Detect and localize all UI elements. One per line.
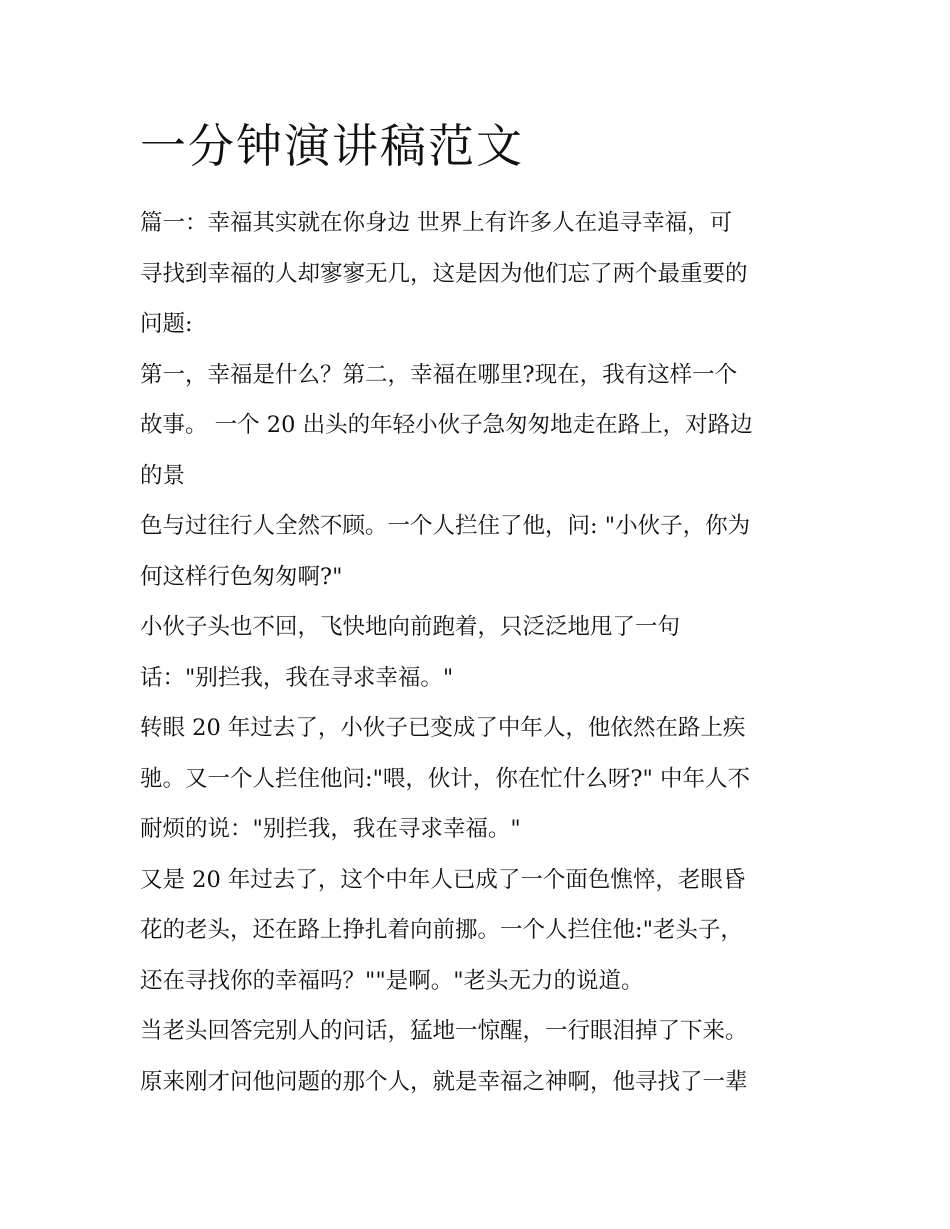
- text-line: 花的老头，还在路上挣扎着向前挪。一个人拦住他:"老头子，: [140, 917, 743, 943]
- text-line: 第一，幸福是什么？第二，幸福在哪里?现在，我有这样一个: [140, 361, 738, 388]
- text-line: 何这样行色匆匆啊?": [140, 563, 343, 590]
- text-line: 耐烦的说："别拦我，我在寻求幸福。": [140, 816, 521, 842]
- text-line: 转眼 20 年过去了，小伙子已变成了中年人，他依然在路上疾: [140, 715, 746, 741]
- text-line: 篇一：幸福其实就在你身边 世界上有许多人在追寻幸福，可: [140, 210, 733, 236]
- text-line: 驰。又一个人拦住他问:"喂，伙计，你在忙什么呀?" 中年人不: [140, 765, 750, 792]
- text-line: 色与过往行人全然不顾。一个人拦住了他，问: "小伙子，你为: [140, 513, 751, 539]
- text-line: 小伙子头也不回，飞快地向前跑着，只泛泛地甩了一句: [140, 614, 681, 640]
- document-body: [140, 205, 830, 1114]
- text-line: 原来刚才问他问题的那个人，就是幸福之神啊，他寻找了一辈: [140, 1068, 748, 1095]
- text-line: 寻找到幸福的人却寥寥无几，这是因为他们忘了两个最重要的: [140, 260, 748, 287]
- text-line: 问题:: [140, 311, 193, 337]
- text-line: 故事。 一个 20 出头的年轻小伙子急匆匆地走在路上，对路边: [140, 412, 753, 438]
- text-line: 又是 20 年过去了，这个中年人已成了一个面色憔悴，老眼昏: [140, 866, 746, 893]
- text-line: 话："别拦我，我在寻求幸福。": [140, 664, 454, 691]
- document-title: 一分钟演讲稿范文: [140, 119, 524, 173]
- text-line: 的景: [140, 462, 186, 489]
- text-line: 当老头回答完别人的问话，猛地一惊醒，一行眼泪掉了下来。: [140, 1018, 748, 1044]
- text-line: 还在寻找你的幸福吗？""是啊。"老头无力的说道。: [140, 967, 644, 994]
